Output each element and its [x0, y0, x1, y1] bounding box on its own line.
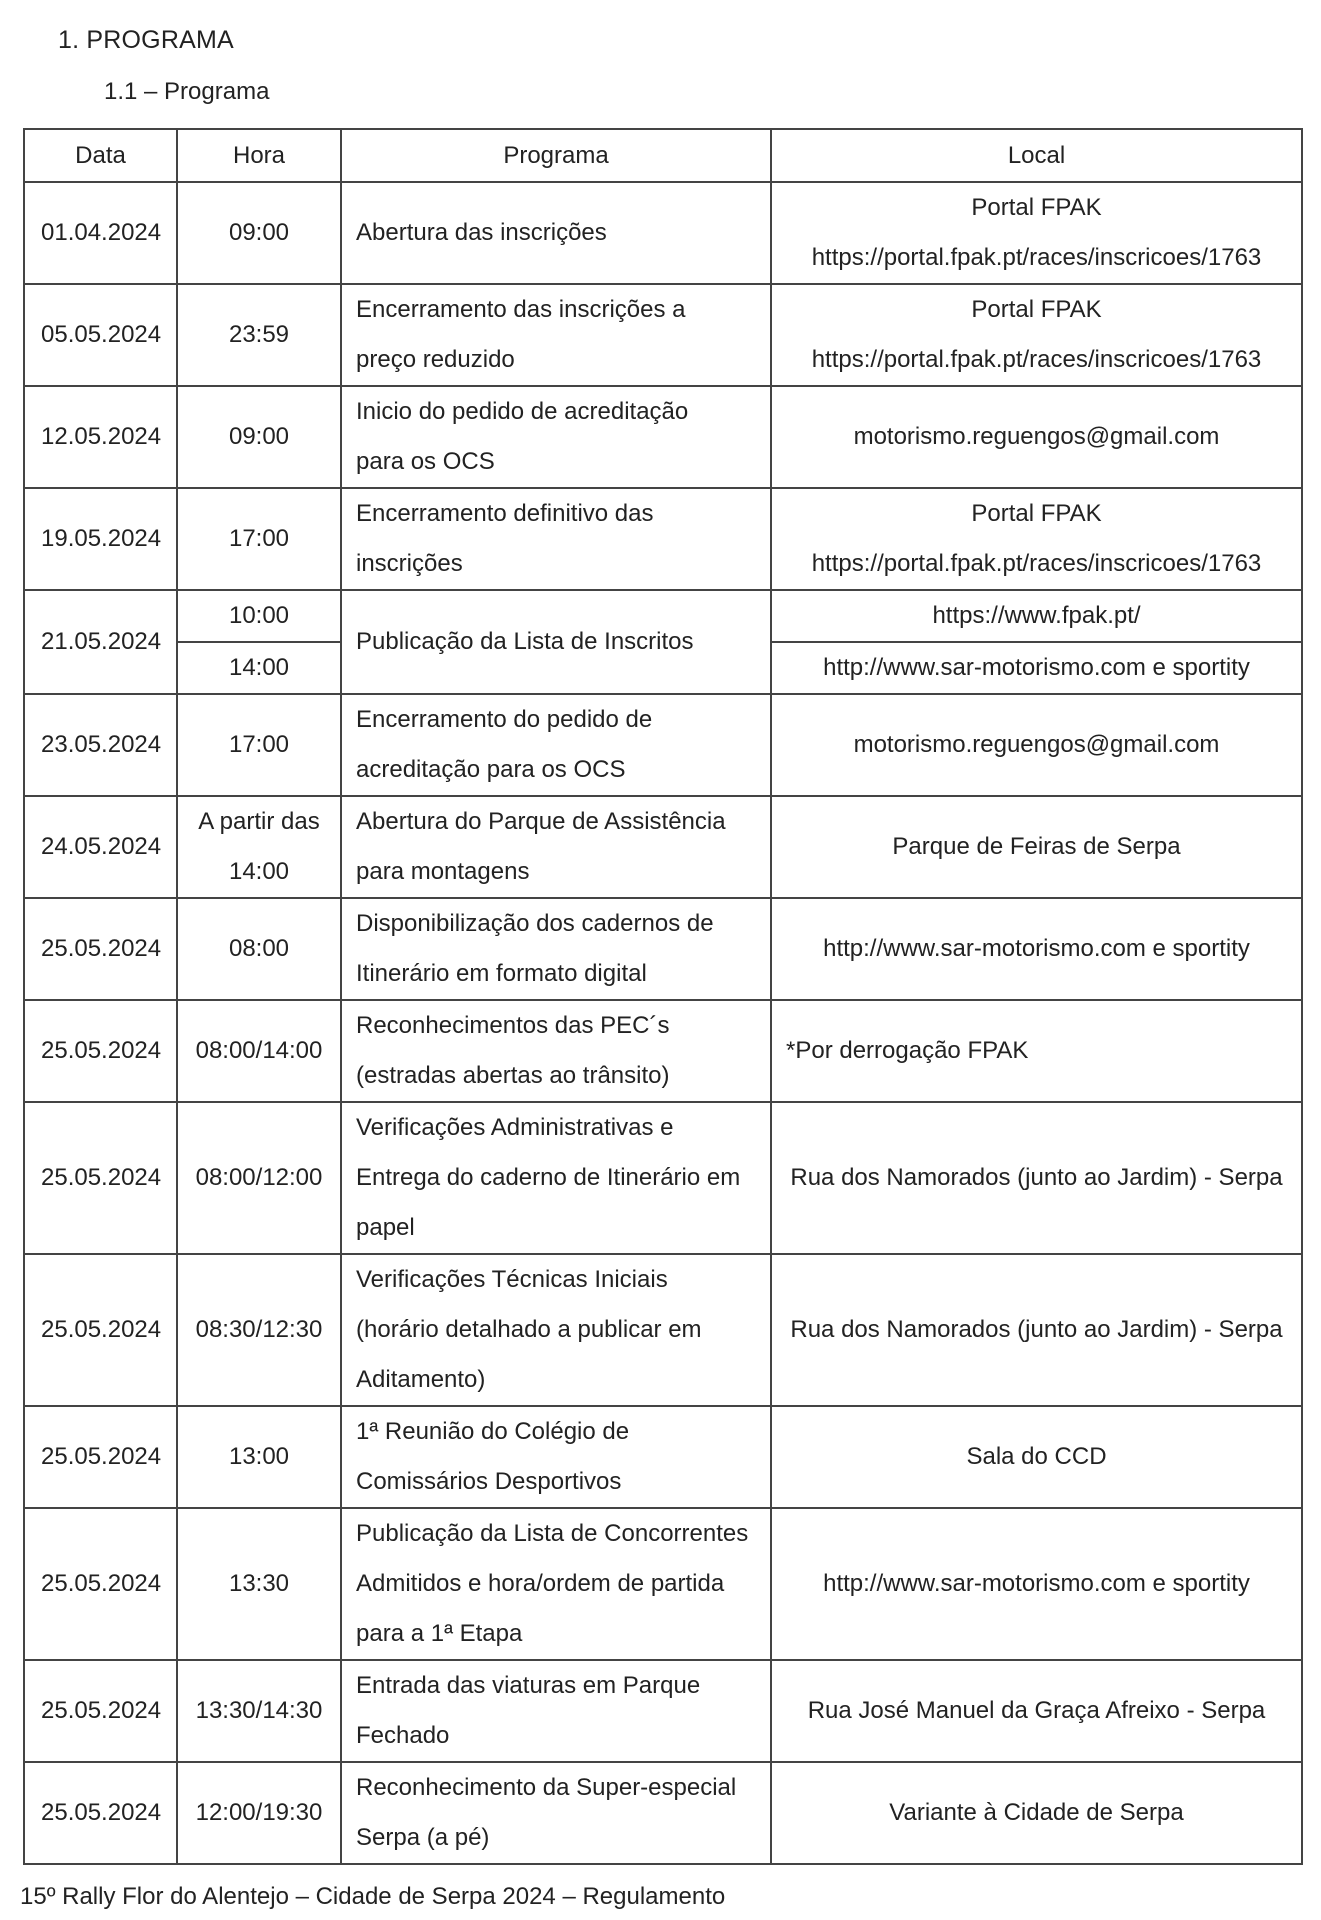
- date-cell: 23.05.2024: [24, 694, 177, 796]
- program-cell: [341, 1406, 771, 1508]
- table-row: [24, 796, 1302, 898]
- local-link[interactable]: https://portal.fpak.pt/races/inscricoes/1763: [811, 550, 1262, 577]
- time-cell: 13:30: [177, 1508, 341, 1660]
- program-line: preço reduzido: [356, 346, 515, 373]
- local-cell: [771, 796, 1302, 898]
- date-cell: 25.05.2024: [24, 1660, 177, 1762]
- local-line: Portal FPAK: [971, 500, 1102, 527]
- local-line: Portal FPAK: [971, 296, 1102, 323]
- program-cell: [341, 488, 771, 590]
- local-line: Sala do CCD: [966, 1443, 1107, 1470]
- header-data: Data: [24, 129, 177, 182]
- program-line: inscrições: [356, 550, 463, 577]
- subsection-heading: 1.1 – Programa: [104, 78, 270, 105]
- program-line: para a 1ª Etapa: [356, 1620, 523, 1647]
- table-row: [24, 1102, 1302, 1254]
- program-line: Abertura do Parque de Assistência: [356, 808, 726, 835]
- program-line: Admitidos e hora/ordem de partida: [356, 1570, 725, 1597]
- date-cell: 25.05.2024: [24, 1102, 177, 1254]
- date-cell: 05.05.2024: [24, 284, 177, 386]
- time-line: 14:00: [228, 858, 290, 885]
- program-line: Entrega do caderno de Itinerário em: [356, 1164, 741, 1191]
- program-line: Inicio do pedido de acreditação: [356, 398, 689, 425]
- time-cell: 17:00: [177, 694, 341, 796]
- time-cell: 23:59: [177, 284, 341, 386]
- local-cell: [771, 182, 1302, 284]
- local-line: Rua José Manuel da Graça Afreixo - Serpa: [807, 1697, 1266, 1724]
- table-header-row: [24, 129, 1302, 182]
- program-line: Encerramento das inscrições a: [356, 296, 686, 323]
- section-heading: 1. PROGRAMA: [58, 26, 234, 54]
- time-cell: 10:00: [177, 590, 341, 642]
- time-cell: 13:30/14:30: [177, 1660, 341, 1762]
- program-line: (horário detalhado a publicar em: [356, 1316, 702, 1343]
- program-table: [23, 128, 1303, 1865]
- table-row: [24, 182, 1302, 284]
- program-line: (estradas abertas ao trânsito): [356, 1062, 670, 1089]
- program-line: Encerramento do pedido de: [356, 706, 653, 733]
- date-cell: 19.05.2024: [24, 488, 177, 590]
- program-line: Comissários Desportivos: [356, 1468, 622, 1495]
- time-cell: 09:00: [177, 182, 341, 284]
- table-row: [24, 1406, 1302, 1508]
- program-line: Serpa (a pé): [356, 1824, 490, 1851]
- header-local: Local: [771, 129, 1302, 182]
- program-line: Encerramento definitivo das: [356, 500, 654, 527]
- local-cell: [771, 1254, 1302, 1406]
- program-line: Verificações Administrativas e: [356, 1114, 674, 1141]
- program-cell: [341, 1102, 771, 1254]
- local-link[interactable]: http://www.sar-motorismo.com e sportity: [823, 1570, 1250, 1597]
- local-cell: [771, 898, 1302, 1000]
- time-cell: 08:00: [177, 898, 341, 1000]
- program-line: Publicação da Lista de Concorrentes: [356, 1520, 749, 1547]
- program-line: Disponibilização dos cadernos de: [356, 910, 714, 937]
- date-cell: 24.05.2024: [24, 796, 177, 898]
- local-line: Parque de Feiras de Serpa: [892, 833, 1181, 860]
- date-cell: 25.05.2024: [24, 1254, 177, 1406]
- local-email[interactable]: motorismo.reguengos@gmail.com: [853, 423, 1220, 450]
- local-email[interactable]: motorismo.reguengos@gmail.com: [853, 731, 1220, 758]
- table-row: [24, 694, 1302, 796]
- program-line: Itinerário em formato digital: [356, 960, 647, 987]
- local-cell: [771, 1762, 1302, 1864]
- program-line: para os OCS: [356, 448, 495, 475]
- local-cell: [771, 488, 1302, 590]
- program-line: Reconhecimento da Super-especial: [356, 1774, 737, 1801]
- table-row: [24, 488, 1302, 590]
- header-hora: Hora: [177, 129, 341, 182]
- date-cell: 25.05.2024: [24, 1000, 177, 1102]
- table-row: [24, 1762, 1302, 1864]
- local-line: Portal FPAK: [971, 194, 1102, 221]
- program-cell: [341, 284, 771, 386]
- local-cell: [771, 1660, 1302, 1762]
- local-line: *Por derrogação FPAK: [786, 1037, 1029, 1064]
- program-line: 1ª Reunião do Colégio de: [356, 1418, 630, 1445]
- program-line: para montagens: [356, 858, 530, 885]
- page-footer: 15º Rally Flor do Alentejo – Cidade de Serpa 2024 – Regulamento: [20, 1883, 726, 1910]
- table-row: [24, 1508, 1302, 1660]
- date-cell: 25.05.2024: [24, 1406, 177, 1508]
- time-cell: 14:00: [177, 642, 341, 694]
- local-cell: [771, 1406, 1302, 1508]
- table-row: [24, 284, 1302, 386]
- local-link[interactable]: https://portal.fpak.pt/races/inscricoes/1763: [811, 346, 1262, 373]
- date-cell: 25.05.2024: [24, 1762, 177, 1864]
- local-link[interactable]: https://www.fpak.pt/: [771, 590, 1302, 642]
- table-row: [24, 1660, 1302, 1762]
- time-cell: 09:00: [177, 386, 341, 488]
- table-row: [24, 386, 1302, 488]
- local-cell: [771, 1102, 1302, 1254]
- program-cell: [341, 182, 771, 284]
- date-cell: 25.05.2024: [24, 1508, 177, 1660]
- program-line: Verificações Técnicas Iniciais: [356, 1266, 668, 1293]
- local-line: Rua dos Namorados (junto ao Jardim) - Serpa: [790, 1164, 1283, 1191]
- program-line: acreditação para os OCS: [356, 756, 626, 783]
- date-cell: 25.05.2024: [24, 898, 177, 1000]
- program-cell: [341, 1762, 771, 1864]
- table-row: [24, 590, 1302, 642]
- local-cell: [771, 386, 1302, 488]
- time-cell: 08:00/12:00: [177, 1102, 341, 1254]
- time-cell: [177, 796, 341, 898]
- date-cell: 01.04.2024: [24, 182, 177, 284]
- local-cell: [771, 1508, 1302, 1660]
- program-line: Abertura das inscrições: [356, 219, 607, 246]
- time-cell: 08:30/12:30: [177, 1254, 341, 1406]
- time-cell: 12:00/19:30: [177, 1762, 341, 1864]
- program-cell: [341, 386, 771, 488]
- time-cell: 08:00/14:00: [177, 1000, 341, 1102]
- program-cell: [341, 1660, 771, 1762]
- time-line: A partir das: [198, 808, 320, 835]
- time-cell: 17:00: [177, 488, 341, 590]
- local-cell: [771, 694, 1302, 796]
- local-line: Rua dos Namorados (junto ao Jardim) - Serpa: [790, 1316, 1283, 1343]
- local-link[interactable]: http://www.sar-motorismo.com e sportity: [771, 642, 1302, 694]
- local-link[interactable]: http://www.sar-motorismo.com e sportity: [823, 935, 1250, 962]
- program-cell: [341, 1254, 771, 1406]
- local-link[interactable]: https://portal.fpak.pt/races/inscricoes/1763: [811, 244, 1262, 271]
- program-cell: [341, 694, 771, 796]
- time-cell: 13:00: [177, 1406, 341, 1508]
- header-programa: Programa: [341, 129, 771, 182]
- date-cell: 21.05.2024: [24, 590, 177, 694]
- table-row: [24, 1254, 1302, 1406]
- program-line: Fechado: [356, 1722, 450, 1749]
- program-cell: [341, 796, 771, 898]
- program-line: Publicação da Lista de Inscritos: [356, 628, 694, 655]
- local-line: Variante à Cidade de Serpa: [889, 1799, 1184, 1826]
- local-cell: [771, 1000, 1302, 1102]
- program-line: Aditamento): [356, 1366, 486, 1393]
- table-row: [24, 898, 1302, 1000]
- program-cell: [341, 1000, 771, 1102]
- program-cell: [341, 590, 771, 694]
- program-cell: [341, 898, 771, 1000]
- local-cell: [771, 284, 1302, 386]
- table-row: [24, 1000, 1302, 1102]
- date-cell: 12.05.2024: [24, 386, 177, 488]
- program-line: Reconhecimentos das PEC´s: [356, 1012, 670, 1039]
- program-line: Entrada das viaturas em Parque: [356, 1672, 701, 1699]
- program-line: papel: [356, 1214, 415, 1241]
- program-cell: [341, 1508, 771, 1660]
